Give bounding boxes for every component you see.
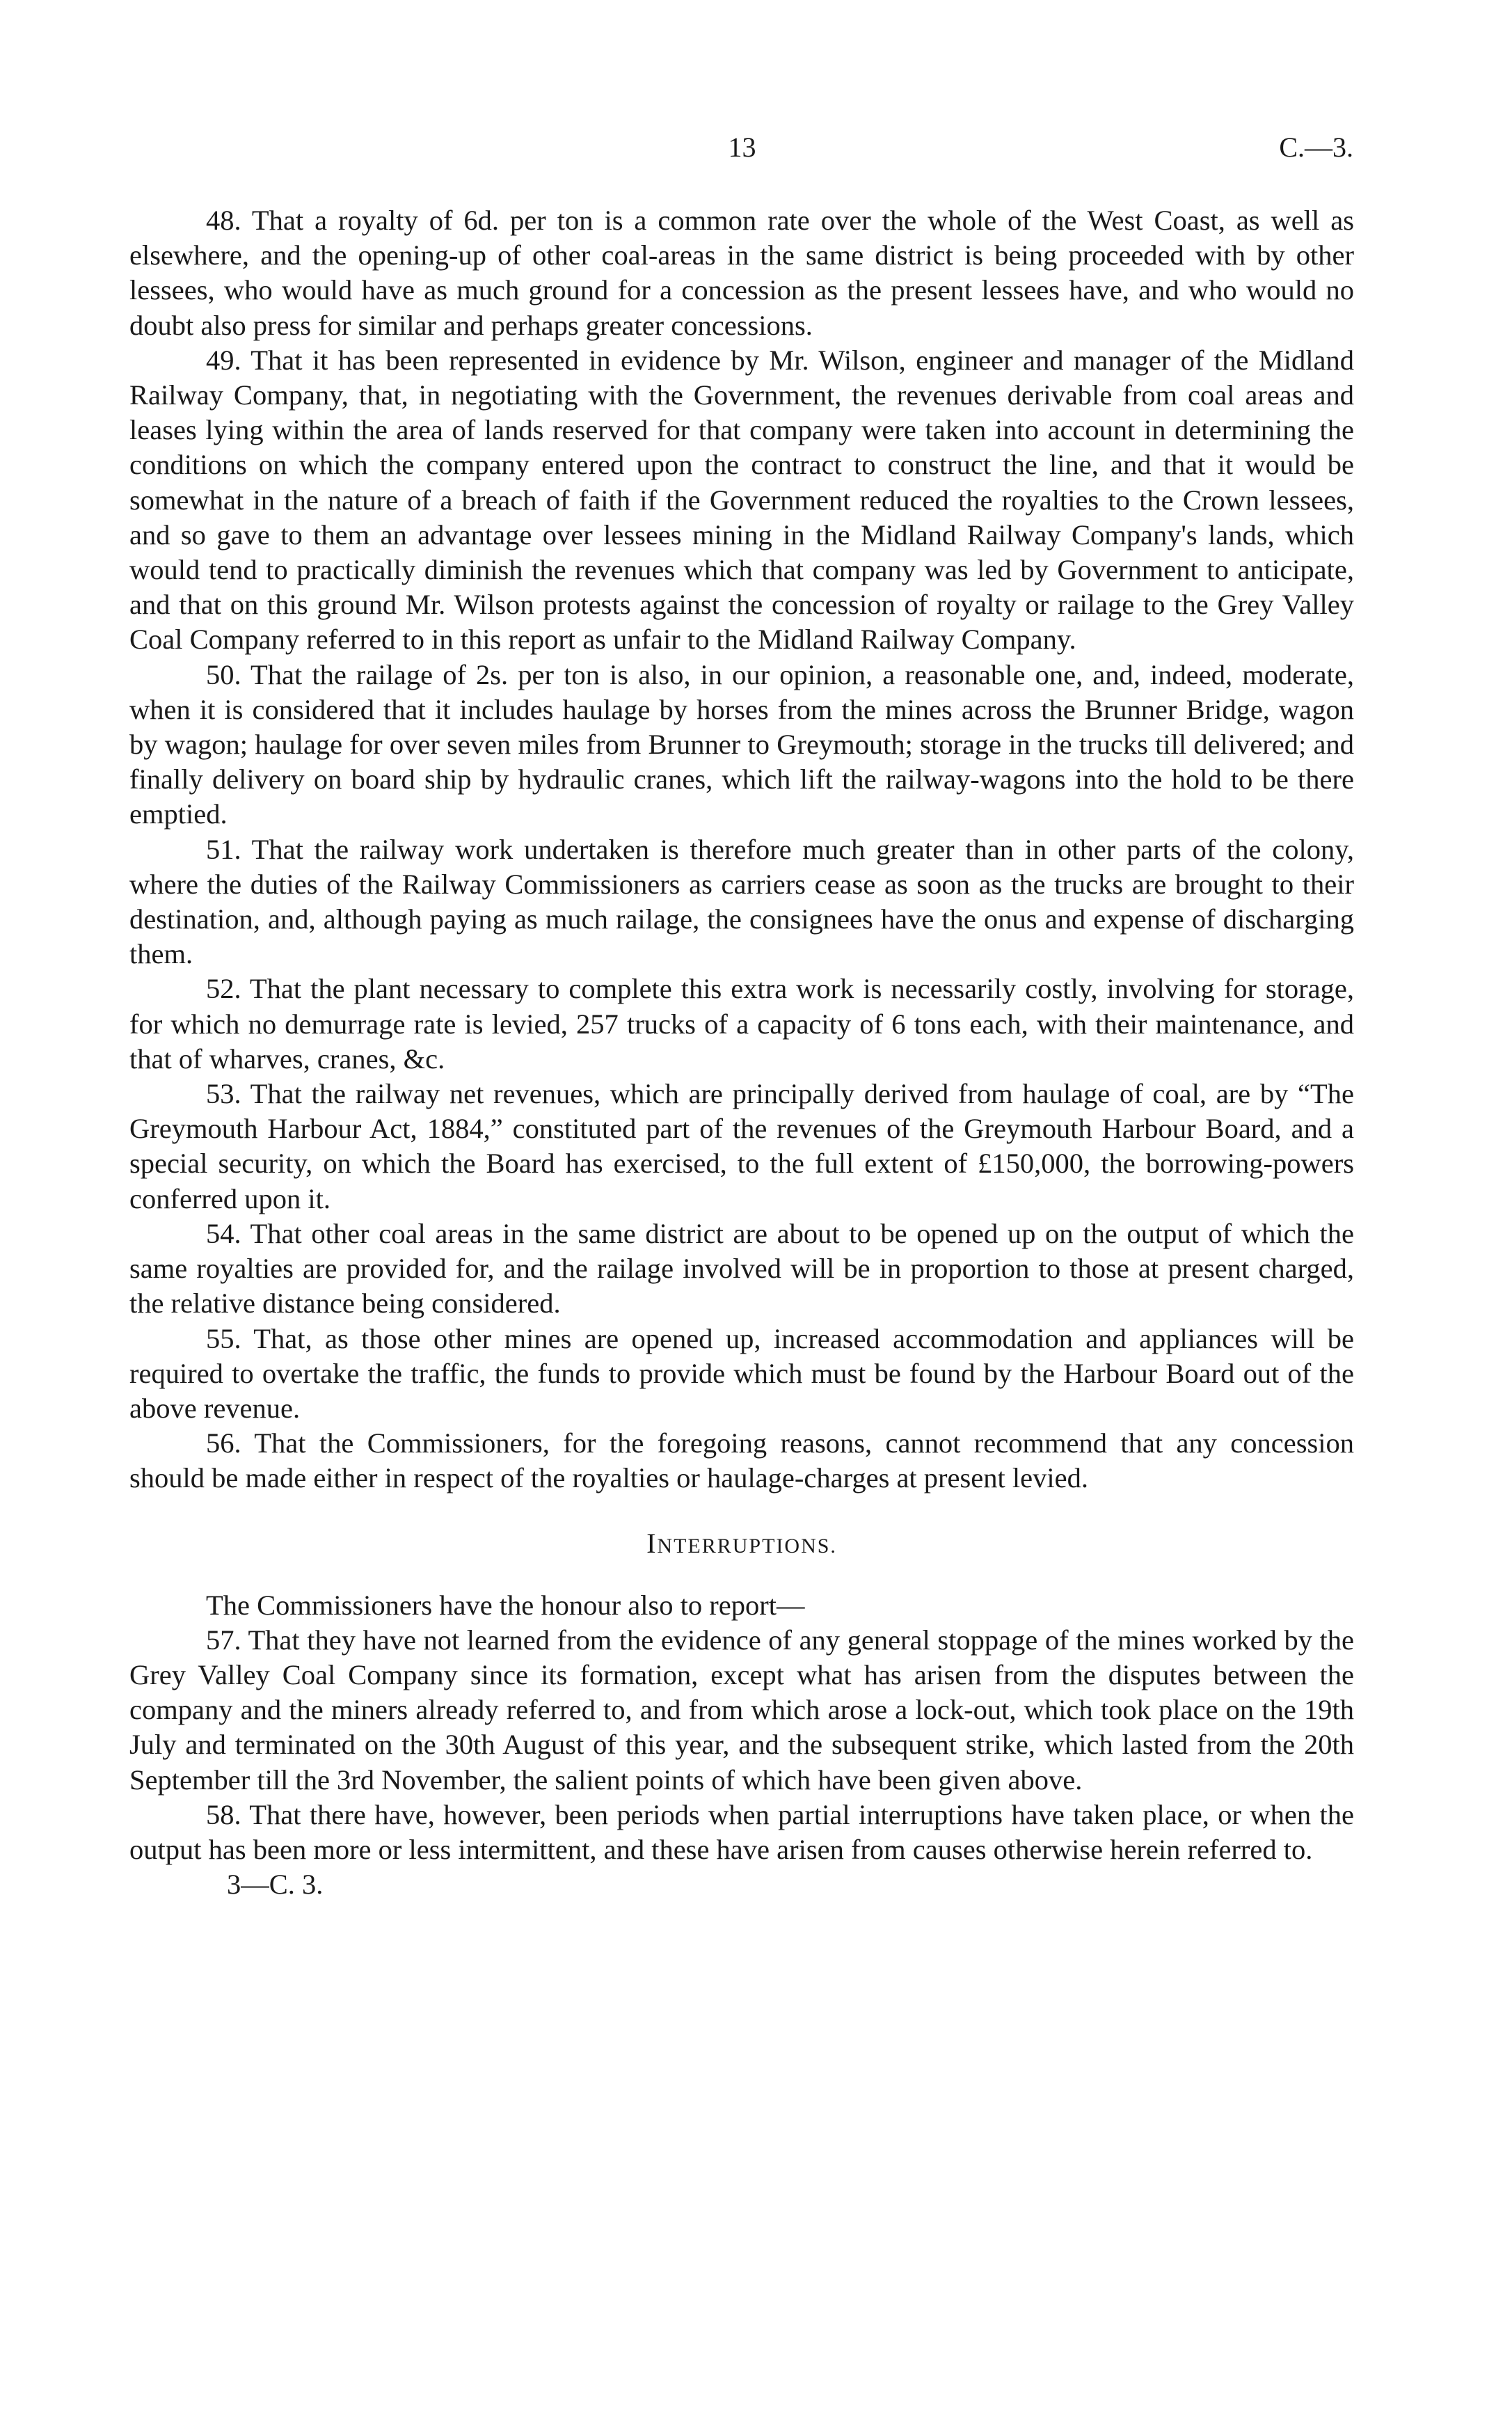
paragraph-48: 48. That a royalty of 6d. per ton is a common rate over the whole of the West Coast, as well as elsewhere, and the opening-up of other coal-areas in the same district is being proceeded with by other lessees, who would have as much ground for a concession as the present lessees have, and who would no doubt also press for similar and perhaps greater concessions. bbox=[129, 205, 1354, 341]
paragraph-54: 54. That other coal areas in the same district are about to be opened up on the output of which the same royalties are provided for, and the railage involved will be in proportion to those at present charged, the relative distance being considered. bbox=[129, 1217, 1354, 1319]
paragraph-53: 53. That the railway net revenues, which are principally derived from haulage of coal, are by “The Greymouth Harbour Act, 1884,” constituted part of the revenues of the Greymouth Harbour Board, and a special security, on which the Board has exercised, to the full extent of £150,000, the borrowing-powers conferred upon it. bbox=[129, 1078, 1354, 1214]
section-intro: The Commissioners have the honour also to report— bbox=[206, 1589, 805, 1621]
section-heading-initial: I bbox=[646, 1527, 658, 1559]
page-number: 13 bbox=[728, 132, 756, 163]
page-header bbox=[131, 131, 1353, 173]
paragraph-58: 58. That there have, however, been periods when partial interruptions have taken place, or when the output has been more or less intermittent, and these have arisen from causes otherwise herein referred to. bbox=[129, 1798, 1354, 1865]
paragraph-57: 57. That they have not learned from the evidence of any general stoppage of the mines worked by the Grey Valley Coal Company since its formation, except what has arisen from the disputes between the company and the miners already referred to, and from which arose a lock-out, which took place on the 19th July and terminated on the 30th August of this year, and the subsequent strike, which lasted from the 20th September till the 3rd November, the salient points of which have been given above. bbox=[129, 1624, 1354, 1796]
paragraph-52: 52. That the plant necessary to complete this extra work is necessarily costly, involving for storage, for which no demurrage rate is levied, 257 trucks of a capacity of 6 tons each, with their maintenance, and that of wharves, cranes, &c. bbox=[129, 973, 1354, 1075]
document-reference: C.—3. bbox=[1279, 132, 1353, 163]
section-heading-rest: NTERRUPTIONS. bbox=[657, 1534, 837, 1558]
paragraph-55: 55. That, as those other mines are opened up, increased accommodation and appliances will be required to overtake the traffic, the funds to provide which must be found by the Harbour Board out of the above revenue. bbox=[129, 1322, 1354, 1424]
body-text bbox=[129, 203, 1354, 1902]
paragraph-49: 49. That it has been represented in evidence by Mr. Wilson, engineer and manager of the Midland Railway Company, that, in negotiating with the Government, the revenues derivable from coal areas and leases lying within the area of lands reserved for that company were taken into account in determining the conditions on which the company entered upon the contract to construct the line, and that it would be somewhat in the nature of a breach of faith if the Government reduced the royalties to the Crown lessees, and so gave to them an advantage over lessees mining in the Midland Railway Company's lands, which would tend to practically diminish the revenues which that company was led by Government to anticipate, and that on this ground Mr. Wilson protests against the concession of royalty or railage to the Grey Valley Coal Company referred to in this report as unfair to the Midland Railway Company. bbox=[129, 344, 1354, 656]
paragraph-50: 50. That the railage of 2s. per ton is also, in our opinion, a reasonable one, and, indeed, moderate, when it is considered that it includes haulage by horses from the mines across the Brunner Bridge, wagon by wagon; haulage for over seven miles from Brunner to Greymouth; storage in the trucks till delivered; and finally delivery on board ship by hydraulic cranes, which lift the railway-wagons into the hold to be there emptied. bbox=[129, 658, 1354, 830]
section-heading-interruptions bbox=[129, 1527, 1354, 1560]
paragraph-51: 51. That the railway work undertaken is therefore much greater than in other parts of the colony, where the duties of the Railway Commissioners as carriers cease as soon as the trucks are brought to their destination, and, although paying as much railage, the consignees have the onus and expense of discharging them. bbox=[129, 833, 1354, 970]
signature-mark: 3—C. 3. bbox=[227, 1869, 324, 1901]
paragraph-56: 56. That the Commissioners, for the foregoing reasons, cannot recommend that any concession should be made either in respect of the royalties or haulage-charges at present levied. bbox=[129, 1427, 1354, 1494]
